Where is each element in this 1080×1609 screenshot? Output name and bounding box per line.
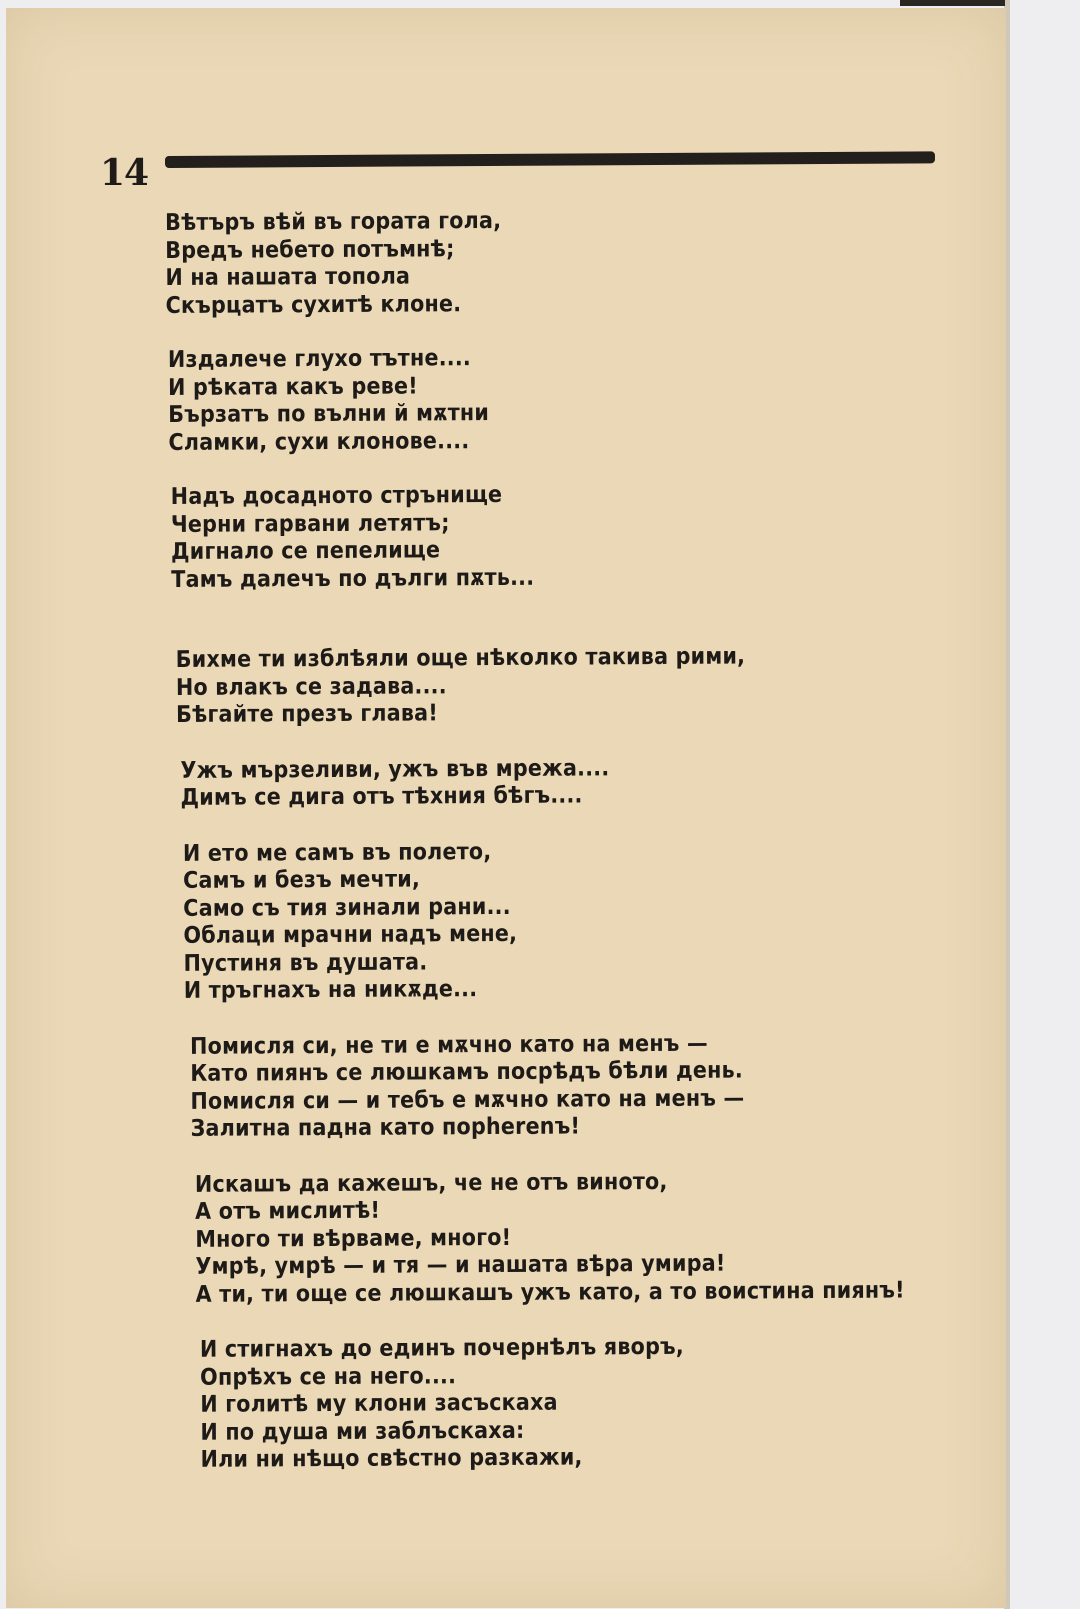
poem-line: Залитна падна като порherenъ! <box>190 1113 581 1142</box>
poem-line: Скърцатъ сухитѣ клоне. <box>165 290 462 319</box>
poem-line: Много ти вѣрваме, много! <box>195 1224 512 1253</box>
poem-line: И по душа ми заблъскаха: <box>200 1417 525 1446</box>
stanza <box>165 205 986 320</box>
poem-line: Ужъ мързеливи, ужъ във мрежа.... <box>180 754 610 784</box>
stanza <box>168 752 988 812</box>
poem-line: Надъ досадното стрънище <box>170 481 503 510</box>
poem-line: Само съ тия зинали рани... <box>183 893 511 922</box>
poem-line: Или ни нѣщо свѣстно разкажи, <box>200 1444 583 1473</box>
poem-line: Пустиня въ душата. <box>183 948 428 977</box>
poem-line: Издалече глухо тътне.... <box>167 345 472 373</box>
poem-line: И тръгнахъ на никѫде... <box>183 976 478 1004</box>
poem-line: Тамъ далечъ по дълги пѫть... <box>171 564 535 593</box>
stanza <box>168 642 988 730</box>
poem-line: Сламки, сухи клонове.... <box>168 427 470 456</box>
poem-line: Дигнало се пепелище <box>171 537 441 565</box>
poem-line: Вѣтъръ вѣй въ гората гола, <box>165 207 502 236</box>
poem <box>165 205 993 1474</box>
poem-line: Бързатъ по вълни й мѫтни <box>168 400 490 428</box>
poem-line: Облаци мрачни надъ мене, <box>183 920 518 949</box>
poem-line: И ето ме самъ въ полето, <box>182 838 492 867</box>
stanza <box>166 342 987 457</box>
poem-line: И стигнахъ до единъ почернѣлъ яворъ, <box>199 1333 684 1363</box>
poem-line: Бихме ти изблѣяли още нѣколко такива рими, <box>175 643 746 673</box>
stanza <box>171 1166 992 1309</box>
poem-line: А ти, ти още се люшкашъ ужъ като, а то воистина пиянъ! <box>195 1277 905 1308</box>
stanza <box>167 479 988 594</box>
poem-line: И на нашата топола <box>165 263 411 291</box>
poem-line: Помисля си, не ти е мѫчно като на менъ — <box>190 1030 708 1060</box>
poem-line: И голитѣ му клони засъскаха <box>200 1389 558 1418</box>
poem-line: Вредъ небето потъмнѣ; <box>165 235 455 264</box>
poem-line: Самъ и безъ мечти, <box>183 866 421 894</box>
stanza <box>172 1332 993 1475</box>
stanza <box>170 1028 991 1143</box>
poem-line: Бѣгайте презъ глава! <box>176 700 439 728</box>
poem-line: Димъ се дига отъ тѣхния бѣгъ.... <box>180 782 583 811</box>
page-number: 14 <box>100 152 149 194</box>
poem-line: Но влакъ се задава.... <box>175 672 447 701</box>
poem-line: А отъ мислитѣ! <box>195 1197 381 1225</box>
poem-line: Черни гарвани летятъ; <box>170 509 450 538</box>
poem-line: Като пиянъ се люшкамъ посрѣдъ бѣли день. <box>190 1057 744 1087</box>
poem-line: Искашъ да кажешъ, че не отъ виното, <box>194 1168 668 1198</box>
poem-line: И рѣката какъ реве! <box>168 372 418 401</box>
scan-top-edge <box>900 0 1005 6</box>
poem-line: Помисля си — и тебъ е мѫчно като на менъ — <box>190 1084 745 1115</box>
stanza <box>169 835 990 1005</box>
poem-line: Умрѣ, умрѣ — и тя — и нашата вѣра умира! <box>195 1250 726 1280</box>
poem-line: Опрѣхъ се на него.... <box>200 1362 457 1391</box>
